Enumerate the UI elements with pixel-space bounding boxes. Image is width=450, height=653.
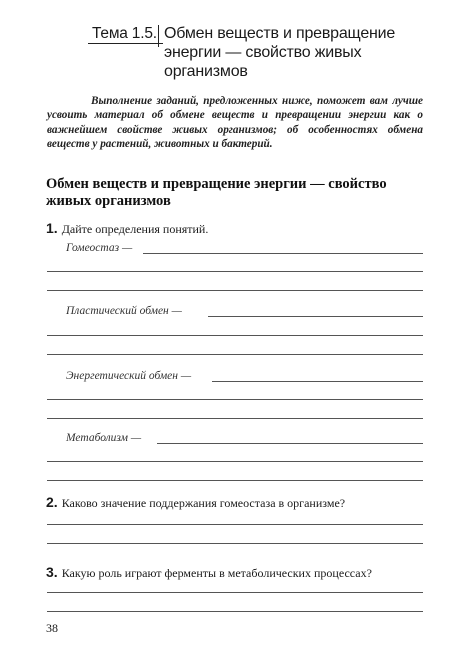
answer-line[interactable] — [157, 443, 423, 444]
page-number: 38 — [46, 621, 58, 635]
topic-title: Обмен веществ и превращение энергии — свойство живых организмов — [164, 25, 396, 80]
question-text: Какую роль играют ферменты в метаболических процессах? — [61, 566, 372, 580]
answer-line[interactable] — [47, 399, 423, 400]
question-text: Каково значение поддержания гомеостаза в организме? — [61, 496, 346, 510]
topic-label: Тема 1.5. — [92, 25, 157, 42]
answer-line[interactable] — [47, 480, 423, 481]
answer-line[interactable] — [47, 611, 423, 612]
question-text: Дайте определения понятий. — [61, 222, 209, 236]
answer-line[interactable] — [208, 316, 423, 317]
answer-line[interactable] — [47, 524, 423, 525]
section-heading: Обмен веществ и превращение энергии — свойство живых организмов — [46, 176, 387, 209]
question-number: 1. — [46, 220, 58, 236]
question-number: 2. — [46, 494, 58, 510]
topic-divider — [158, 25, 159, 47]
intro-text: Выполнение заданий, предложенных ниже, поможет вам лучше усвоить материал об обмене веществ и превращении энергии как о важнейшем свойстве живых организмов; об особенностях обмена веществ у растений, животных и бактерий. — [47, 95, 423, 151]
topic-underline — [88, 43, 163, 44]
question-3 — [46, 564, 372, 582]
term-homeostasis: Гомеостаз — — [66, 242, 133, 254]
answer-line[interactable] — [47, 271, 423, 272]
answer-line[interactable] — [47, 354, 423, 355]
answer-line[interactable] — [143, 253, 423, 254]
term-energy-exchange: Энергетический обмен — — [66, 370, 192, 382]
question-number: 3. — [46, 564, 58, 580]
answer-line[interactable] — [47, 290, 423, 291]
answer-line[interactable] — [47, 335, 423, 336]
question-1 — [46, 220, 208, 238]
term-plastic-exchange: Пластический обмен — — [66, 305, 182, 317]
answer-line[interactable] — [47, 592, 423, 593]
answer-line[interactable] — [212, 381, 423, 382]
question-2 — [46, 494, 345, 512]
answer-line[interactable] — [47, 543, 423, 544]
answer-line[interactable] — [47, 418, 423, 419]
intro-paragraph — [47, 94, 423, 152]
term-metabolism: Метаболизм — — [66, 432, 142, 444]
answer-line[interactable] — [47, 461, 423, 462]
